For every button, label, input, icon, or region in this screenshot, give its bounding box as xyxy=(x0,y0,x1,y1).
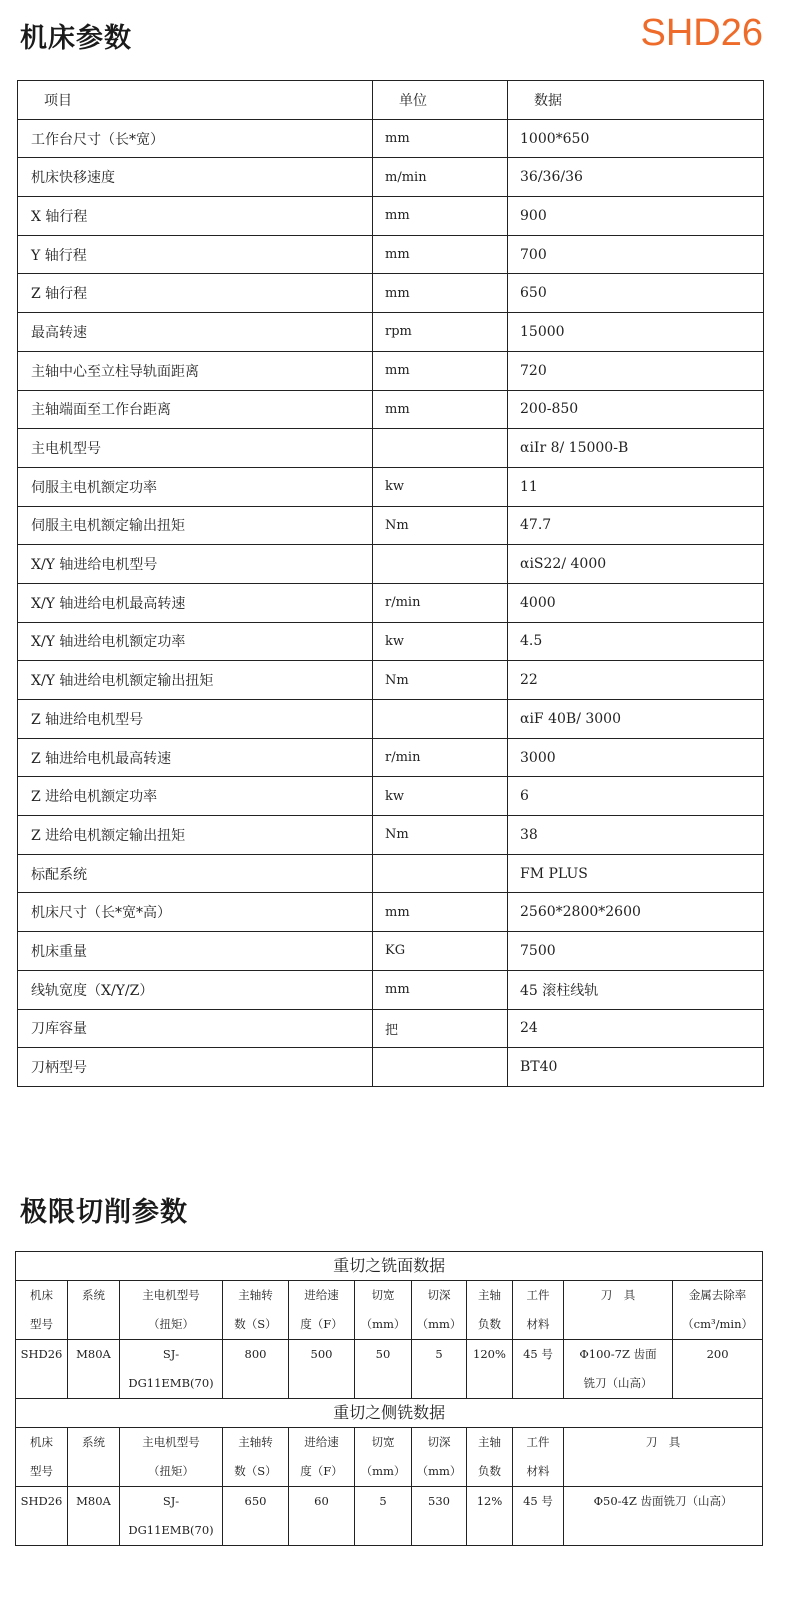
cell-line: 5 xyxy=(379,1494,387,1508)
spec-row xyxy=(18,932,764,971)
spec-item-cell: X/Y 轴进给电机最高转速 xyxy=(18,583,373,622)
spec-item-cell: 标配系统 xyxy=(18,854,373,893)
spec-item-cell: Z 轴进给电机型号 xyxy=(18,700,373,739)
side-data-row-cell xyxy=(564,1487,763,1546)
face-data-row-cell xyxy=(289,1340,355,1399)
spec-item-cell: 伺服主电机额定输出扭矩 xyxy=(18,506,373,545)
spec-row xyxy=(18,661,764,700)
cell-line: 切深 xyxy=(427,1288,451,1302)
spec-unit-cell: Nm xyxy=(373,661,508,700)
spec-table-body xyxy=(18,119,764,1086)
side-data-row xyxy=(16,1487,763,1546)
spec-val-cell: 650 xyxy=(508,274,764,313)
cell-line xyxy=(70,1369,117,1398)
side-data-row-cell xyxy=(289,1487,355,1546)
cell-line: （mm） xyxy=(360,1317,406,1331)
cell-line: 刀 具 xyxy=(645,1435,681,1449)
spec-row xyxy=(18,816,764,855)
spec-val-cell: αiS22/ 4000 xyxy=(508,545,764,584)
spec-val-cell: 700 xyxy=(508,235,764,274)
spec-unit-cell: mm xyxy=(373,390,508,429)
spec-unit-cell xyxy=(373,429,508,468)
spec-val-cell: BT40 xyxy=(508,1048,764,1087)
face-data-row-cell xyxy=(673,1340,763,1399)
face-header-row xyxy=(16,1281,763,1340)
spec-row xyxy=(18,622,764,661)
spec-row xyxy=(18,235,764,274)
spec-unit-cell: mm xyxy=(373,970,508,1009)
spec-val-cell: αiIr 8/ 15000-B xyxy=(508,429,764,468)
spec-unit-cell: mm xyxy=(373,119,508,158)
spec-val-cell: 47.7 xyxy=(508,506,764,545)
face-header-row-cell xyxy=(16,1281,68,1340)
spec-row xyxy=(18,351,764,390)
cell-line: 5 xyxy=(435,1347,443,1361)
spec-val-cell: 22 xyxy=(508,661,764,700)
column-header: 数据 xyxy=(508,81,764,120)
face-data-row-cell xyxy=(513,1340,564,1399)
side-header-row-cell xyxy=(467,1428,513,1487)
cell-line: （mm） xyxy=(416,1464,462,1478)
cell-line xyxy=(357,1516,409,1545)
spec-item-cell: 刀柄型号 xyxy=(18,1048,373,1087)
spec-item-cell: 机床尺寸（长*宽*高） xyxy=(18,893,373,932)
cell-line: SHD26 xyxy=(20,1494,63,1508)
cell-line: 切深 xyxy=(427,1435,451,1449)
cell-line: 铣刀（山高） xyxy=(583,1376,653,1390)
cell-line xyxy=(18,1369,65,1398)
spec-row xyxy=(18,390,764,429)
cell-line: 材料 xyxy=(526,1317,550,1331)
spec-row xyxy=(18,467,764,506)
side-header-row-cell xyxy=(16,1428,68,1487)
spec-item-cell: 主轴中心至立柱导轨面距离 xyxy=(18,351,373,390)
face-header-row-cell xyxy=(673,1281,763,1340)
column-header: 单位 xyxy=(373,81,508,120)
cell-line: 200 xyxy=(706,1347,729,1361)
cell-line xyxy=(225,1369,286,1398)
cell-line xyxy=(675,1369,760,1398)
side-data-row-cell xyxy=(68,1487,120,1546)
cell-line: 主轴 xyxy=(478,1288,501,1302)
side-header-row-cell xyxy=(412,1428,467,1487)
spec-item-cell: X/Y 轴进给电机额定功率 xyxy=(18,622,373,661)
cell-line: 系统 xyxy=(82,1435,105,1449)
spec-val-cell: 2560*2800*2600 xyxy=(508,893,764,932)
spec-unit-cell xyxy=(373,545,508,584)
face-header-row-cell xyxy=(467,1281,513,1340)
side-data-row-cell xyxy=(513,1487,564,1546)
cell-line: 切宽 xyxy=(371,1288,395,1302)
spec-row xyxy=(18,545,764,584)
spec-unit-cell: kw xyxy=(373,777,508,816)
spec-item-cell: 伺服主电机额定功率 xyxy=(18,467,373,506)
spec-row xyxy=(18,700,764,739)
spec-val-cell: 3000 xyxy=(508,738,764,777)
face-data-row-cell xyxy=(467,1340,513,1399)
cell-line: 进给速 xyxy=(304,1288,339,1302)
side-header-row-cell xyxy=(513,1428,564,1487)
cell-line xyxy=(566,1457,760,1486)
spec-unit-cell xyxy=(373,700,508,739)
spec-val-cell: 1000*650 xyxy=(508,119,764,158)
spec-item-cell: Z 轴行程 xyxy=(18,274,373,313)
spec-val-cell: 4.5 xyxy=(508,622,764,661)
cell-line: （mm） xyxy=(360,1464,406,1478)
cell-line: 650 xyxy=(244,1494,267,1508)
cell-line xyxy=(70,1310,117,1339)
face-data-row xyxy=(16,1340,763,1399)
cell-line: 切宽 xyxy=(371,1435,395,1449)
model-name: SHD26 xyxy=(640,12,763,54)
spec-unit-cell: mm xyxy=(373,274,508,313)
cell-line: 金属去除率 xyxy=(688,1288,747,1302)
cell-line: 型号 xyxy=(30,1464,53,1478)
spec-val-cell: 200-850 xyxy=(508,390,764,429)
cell-line: DG11EMB(70) xyxy=(128,1376,214,1390)
spec-unit-cell: 把 xyxy=(373,1009,508,1048)
side-header-row-cell xyxy=(223,1428,289,1487)
spec-val-cell: αiF 40B/ 3000 xyxy=(508,700,764,739)
page-title: 机床参数 xyxy=(20,23,132,54)
spec-unit-cell xyxy=(373,1048,508,1087)
spec-item-cell: X/Y 轴进给电机型号 xyxy=(18,545,373,584)
cell-line xyxy=(291,1369,352,1398)
cell-line: M80A xyxy=(76,1494,111,1508)
spec-unit-cell: rpm xyxy=(373,313,508,352)
spec-unit-cell: r/min xyxy=(373,583,508,622)
side-data-row-cell xyxy=(120,1487,223,1546)
spec-val-cell: 15000 xyxy=(508,313,764,352)
cell-line: 系统 xyxy=(82,1288,105,1302)
cell-line: SHD26 xyxy=(20,1347,63,1361)
cell-line: Φ100-7Z 齿面 xyxy=(579,1347,657,1361)
side-header-row-cell xyxy=(564,1428,763,1487)
spec-val-cell: 38 xyxy=(508,816,764,855)
side-milling-title: 重切之侧铣数据 xyxy=(16,1399,763,1428)
spec-unit-cell xyxy=(373,854,508,893)
spec-unit-cell: mm xyxy=(373,351,508,390)
side-header-row xyxy=(16,1428,763,1487)
cell-line: 机床 xyxy=(30,1288,53,1302)
spec-item-cell: Z 进给电机额定输出扭矩 xyxy=(18,816,373,855)
spec-item-cell: 机床快移速度 xyxy=(18,158,373,197)
spec-row xyxy=(18,313,764,352)
cell-line: SJ- xyxy=(162,1347,180,1361)
cell-line xyxy=(357,1369,409,1398)
cell-line: 120% xyxy=(473,1347,506,1361)
spec-row xyxy=(18,274,764,313)
cell-line xyxy=(70,1457,117,1486)
spec-row xyxy=(18,777,764,816)
spec-header-row xyxy=(18,81,764,120)
spec-val-cell: 6 xyxy=(508,777,764,816)
cell-line xyxy=(225,1516,286,1545)
face-header-row-cell xyxy=(289,1281,355,1340)
spec-item-cell: 工作台尺寸（长*宽） xyxy=(18,119,373,158)
cell-line: 型号 xyxy=(30,1317,53,1331)
face-header-row-cell xyxy=(68,1281,120,1340)
cell-line: 500 xyxy=(310,1347,333,1361)
cell-line: 主电机型号 xyxy=(142,1435,200,1449)
side-header-row-cell xyxy=(120,1428,223,1487)
spec-val-cell: 900 xyxy=(508,197,764,236)
cell-line: 度（F） xyxy=(300,1317,343,1331)
spec-table xyxy=(17,80,764,1087)
spec-row xyxy=(18,1009,764,1048)
face-data-row-cell xyxy=(564,1340,673,1399)
face-header-row-cell xyxy=(513,1281,564,1340)
cell-line: （扭矩） xyxy=(148,1464,194,1478)
face-header-row-cell xyxy=(223,1281,289,1340)
spec-item-cell: 机床重量 xyxy=(18,932,373,971)
side-data-row-cell xyxy=(467,1487,513,1546)
side-data-row-cell xyxy=(16,1487,68,1546)
spec-val-cell: 45 滚柱线轨 xyxy=(508,970,764,1009)
cell-line xyxy=(291,1516,352,1545)
side-header-row-cell xyxy=(68,1428,120,1487)
side-data-row-cell xyxy=(355,1487,412,1546)
face-data-row-cell xyxy=(412,1340,467,1399)
spec-item-cell: 刀库容量 xyxy=(18,1009,373,1048)
cell-line: 45 号 xyxy=(523,1494,553,1508)
spec-unit-cell: kw xyxy=(373,467,508,506)
spec-val-cell: 24 xyxy=(508,1009,764,1048)
cell-line: 数（S） xyxy=(234,1317,277,1331)
cell-line: 800 xyxy=(244,1347,267,1361)
spec-item-cell: 主轴端面至工作台距离 xyxy=(18,390,373,429)
spec-val-cell: 36/36/36 xyxy=(508,158,764,197)
spec-val-cell: 4000 xyxy=(508,583,764,622)
side-data-row-cell xyxy=(223,1487,289,1546)
cell-line: 机床 xyxy=(30,1435,53,1449)
side-header-row-cell xyxy=(289,1428,355,1487)
face-header-row-cell xyxy=(355,1281,412,1340)
cell-line: 主电机型号 xyxy=(142,1288,200,1302)
spec-item-cell: Z 轴进给电机最高转速 xyxy=(18,738,373,777)
spec-row xyxy=(18,1048,764,1087)
face-data-row-cell xyxy=(16,1340,68,1399)
cell-line: 度（F） xyxy=(300,1464,343,1478)
cell-line: 工件 xyxy=(526,1288,550,1302)
spec-row xyxy=(18,893,764,932)
cell-line: 12% xyxy=(476,1494,503,1508)
face-data-row-cell xyxy=(355,1340,412,1399)
spec-row xyxy=(18,854,764,893)
face-header-row-cell xyxy=(412,1281,467,1340)
spec-row xyxy=(18,158,764,197)
cell-line xyxy=(414,1369,464,1398)
face-data-row-cell xyxy=(68,1340,120,1399)
cell-line: M80A xyxy=(76,1347,111,1361)
spec-row xyxy=(18,429,764,468)
cell-line: （mm） xyxy=(416,1317,462,1331)
cell-line: 负数 xyxy=(478,1317,501,1331)
side-data-row-cell xyxy=(412,1487,467,1546)
spec-row xyxy=(18,738,764,777)
spec-val-cell: 720 xyxy=(508,351,764,390)
spec-row xyxy=(18,583,764,622)
spec-item-cell: X 轴行程 xyxy=(18,197,373,236)
cutting-table xyxy=(15,1251,763,1546)
spec-unit-cell: mm xyxy=(373,235,508,274)
face-data-row-cell xyxy=(223,1340,289,1399)
cell-line: DG11EMB(70) xyxy=(128,1523,214,1537)
cell-line: 50 xyxy=(375,1347,391,1361)
spec-item-cell: Y 轴行程 xyxy=(18,235,373,274)
cell-line: 刀 具 xyxy=(600,1288,636,1302)
spec-unit-cell: kw xyxy=(373,622,508,661)
cell-line xyxy=(566,1516,760,1545)
cell-line xyxy=(515,1369,561,1398)
spec-unit-cell: r/min xyxy=(373,738,508,777)
cell-line xyxy=(515,1516,561,1545)
cell-line xyxy=(18,1516,65,1545)
spec-row xyxy=(18,119,764,158)
cell-line: 60 xyxy=(314,1494,329,1508)
cell-line: 进给速 xyxy=(304,1435,339,1449)
cell-line xyxy=(566,1310,670,1339)
cell-line xyxy=(469,1369,510,1398)
cell-line: （扭矩） xyxy=(148,1317,194,1331)
spec-unit-cell: mm xyxy=(373,893,508,932)
spec-val-cell: 11 xyxy=(508,467,764,506)
face-header-row-cell xyxy=(564,1281,673,1340)
spec-val-cell: FM PLUS xyxy=(508,854,764,893)
spec-unit-cell: mm xyxy=(373,197,508,236)
cell-line: 主轴 xyxy=(478,1435,501,1449)
cell-line: 530 xyxy=(428,1494,450,1508)
cell-line xyxy=(414,1516,464,1545)
cell-line: 材料 xyxy=(526,1464,550,1478)
cell-line: 主轴转 xyxy=(238,1435,273,1449)
face-header-row-cell xyxy=(120,1281,223,1340)
cell-line: SJ- xyxy=(162,1494,180,1508)
column-header: 项目 xyxy=(18,81,373,120)
spec-row xyxy=(18,970,764,1009)
cell-line: Φ50-4Z 齿面铣刀（山高） xyxy=(593,1494,733,1508)
spec-item-cell: 主电机型号 xyxy=(18,429,373,468)
spec-unit-cell: Nm xyxy=(373,816,508,855)
face-milling-title: 重切之铣面数据 xyxy=(16,1252,763,1281)
cell-line: 工件 xyxy=(526,1435,550,1449)
spec-unit-cell: KG xyxy=(373,932,508,971)
cell-line: （cm³/min） xyxy=(682,1317,753,1331)
spec-unit-cell: m/min xyxy=(373,158,508,197)
cell-line: 数（S） xyxy=(234,1464,277,1478)
cell-line: 45 号 xyxy=(523,1347,553,1361)
section-title: 极限切削参数 xyxy=(20,1197,188,1228)
face-data-row-cell xyxy=(120,1340,223,1399)
spec-val-cell: 7500 xyxy=(508,932,764,971)
spec-unit-cell: Nm xyxy=(373,506,508,545)
spec-item-cell: X/Y 轴进给电机额定输出扭矩 xyxy=(18,661,373,700)
cell-line: 主轴转 xyxy=(238,1288,273,1302)
spec-item-cell: 线轨宽度（X/Y/Z） xyxy=(18,970,373,1009)
cell-line xyxy=(469,1516,510,1545)
spec-item-cell: 最高转速 xyxy=(18,313,373,352)
side-header-row-cell xyxy=(355,1428,412,1487)
cell-line: 负数 xyxy=(478,1464,501,1478)
spec-row xyxy=(18,197,764,236)
cell-line xyxy=(70,1516,117,1545)
spec-item-cell: Z 进给电机额定功率 xyxy=(18,777,373,816)
spec-row xyxy=(18,506,764,545)
